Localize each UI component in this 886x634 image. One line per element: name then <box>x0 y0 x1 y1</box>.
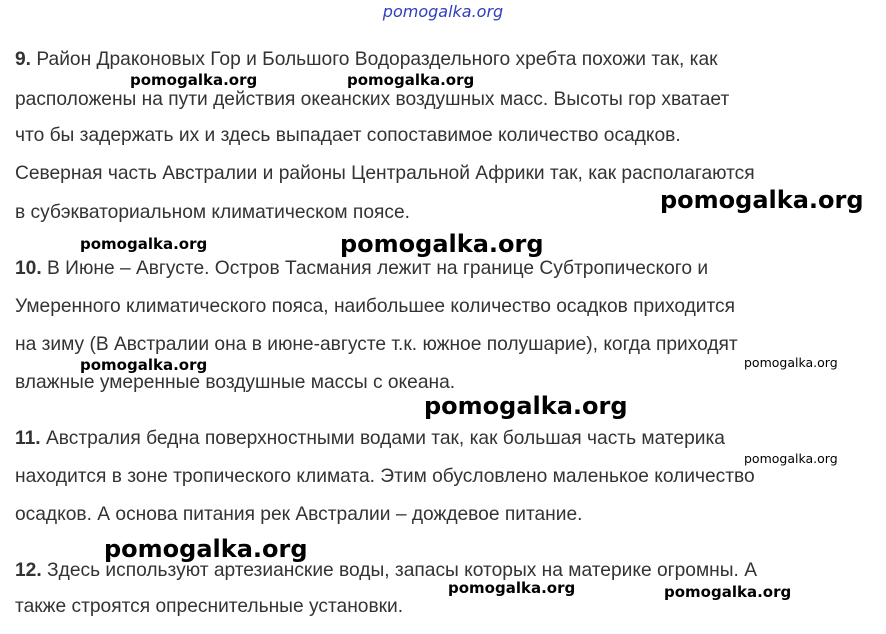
answer-text: Район Драконовых Гор и Большого Водораздельного хребта похожи так, как <box>36 49 718 70</box>
answer-9-line-2: расположены на пути действия океанских воздушных масс. Высоты гор хватает <box>15 89 730 110</box>
watermark: pomogalka.org <box>424 392 628 420</box>
answer-11-line-1 <box>15 427 725 451</box>
answer-11-line-3: осадков. А основа питания рек Австралии – дождевое питание. <box>15 504 583 525</box>
watermark: pomogalka.org <box>80 235 208 253</box>
watermark: pomogalka.org <box>744 451 838 466</box>
answer-9-line-3: что бы задержать их и здесь выпадает сопоставимое количество осадков. <box>15 125 681 146</box>
answer-text: В Июне – Августе. Остров Тасмания лежит на границе Субтропического и <box>47 258 709 279</box>
answer-number: 10. <box>15 258 42 279</box>
answer-text: Австралия бедна поверхностными водами так, как большая часть материка <box>45 428 725 449</box>
watermark: pomogalka.org <box>80 356 208 374</box>
header-watermark: pomogalka.org <box>382 2 504 21</box>
answer-number: 12. <box>15 560 42 581</box>
answer-10-line-3: на зиму (В Австралии она в июне-августе т.к. южное полушарие), когда приходят <box>15 334 738 355</box>
answer-number: 9. <box>15 49 32 70</box>
answer-9-line-4: Северная часть Австралии и районы Центральной Африки так, как располагаются <box>15 163 755 184</box>
answer-9-line-5: в субэкваториальном климатическом поясе. <box>15 202 410 223</box>
watermark: pomogalka.org <box>664 583 792 601</box>
answer-11-line-2: находится в зоне тропического климата. Этим обусловлено маленькое количество <box>15 466 755 487</box>
answer-text: Здесь используют артезианские воды, запасы которых на материке огромны. А <box>47 560 757 581</box>
answer-9-line-1 <box>15 48 718 72</box>
answer-10-line-2: Умеренного климатического пояса, наибольшее количество осадков приходится <box>15 296 736 317</box>
watermark: pomogalka.org <box>660 186 864 214</box>
watermark: pomogalka.org <box>130 71 258 89</box>
answer-10-line-4: влажные умеренные воздушные массы с океана. <box>15 372 456 393</box>
watermark: pomogalka.org <box>340 230 544 258</box>
watermark: pomogalka.org <box>104 535 308 563</box>
watermark: pomogalka.org <box>448 579 576 597</box>
watermark: pomogalka.org <box>347 71 475 89</box>
watermark: pomogalka.org <box>744 355 838 370</box>
answer-10-line-1 <box>15 257 708 281</box>
answer-number: 11. <box>15 428 41 449</box>
answer-12-line-2: также строятся опреснительные установки. <box>15 596 404 617</box>
